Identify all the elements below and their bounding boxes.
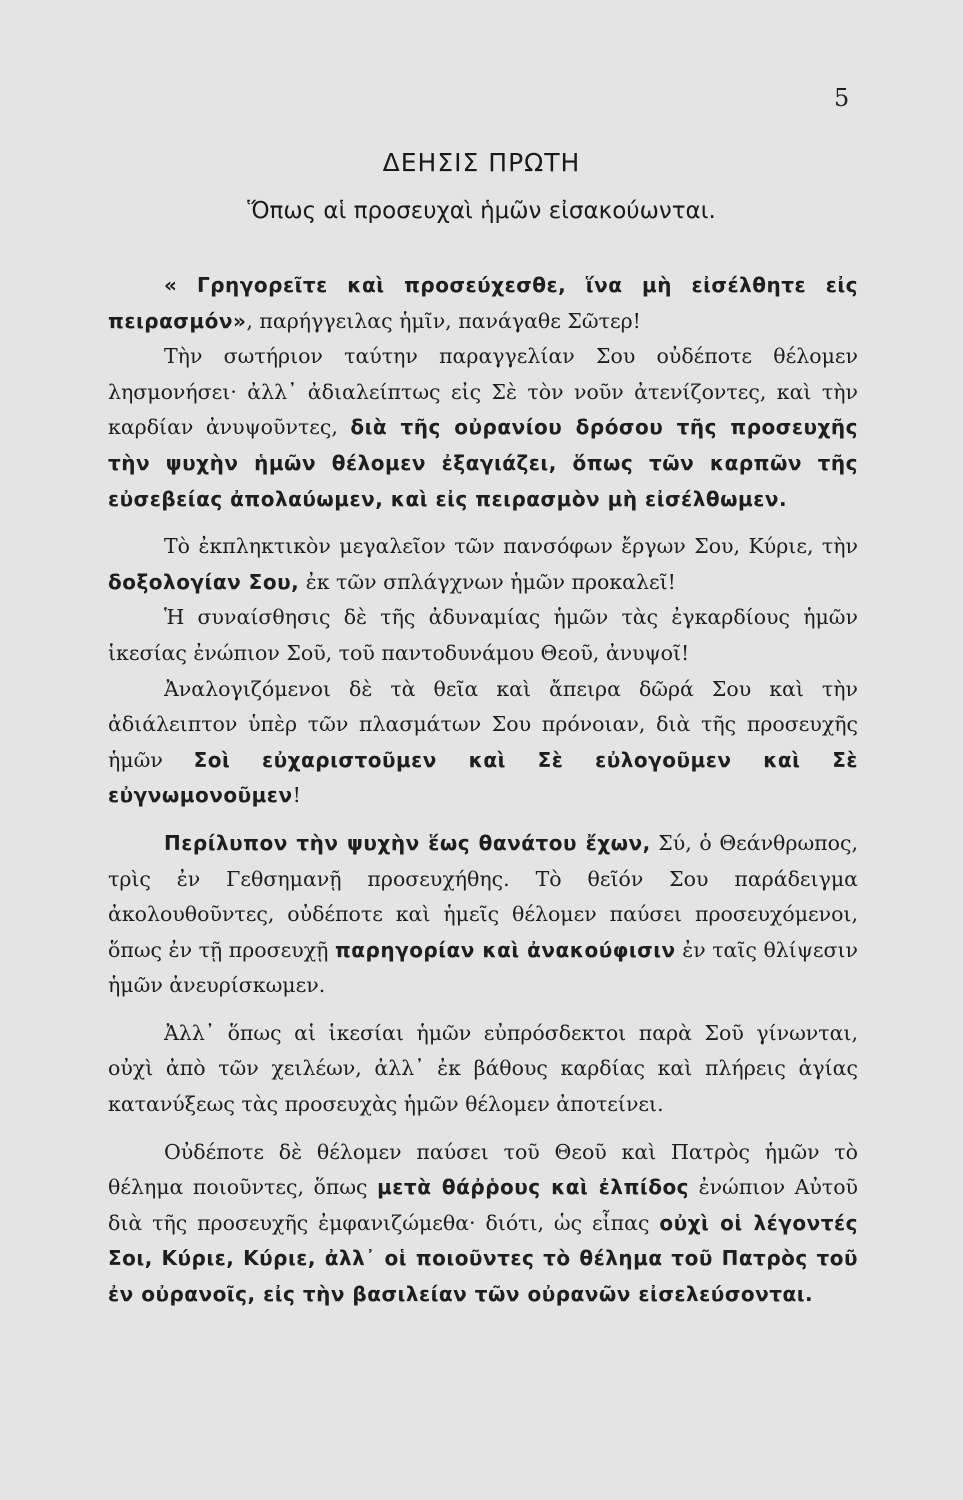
paragraph-3 [108, 529, 858, 600]
prayer-subtitle: Ὅπως αἱ προσευχαὶ ἡμῶν εἰσακούωνται. [247, 198, 716, 224]
text-segment: μετὰ θάῤῥους καὶ ἐλπίδος [377, 1175, 690, 1200]
paragraph-6 [108, 826, 858, 1004]
text-segment: Σοὶ εὐχαριστοῦμεν καὶ Σὲ εὐλογοῦμεν καὶ Σὲ εὐγνωμονοῦμεν [108, 747, 858, 808]
text-segment: Σύ, ὁ Θεάνθρωπος, τρὶς ἐν Γεθσημανῇ προσευχήθης. Τὸ θεῖόν Σου παράδειγμα ἀκολουθοῦντες, οὐδέποτε καὶ ἡμεῖς θέλομεν παύσει προσευχόμενοι, ὅπως ἐν τῇ προσευχῇ [108, 830, 858, 962]
text-segment: Περίλυπον τὴν ψυχὴν ἕως θανάτου ἔχων, [164, 830, 651, 855]
paragraph-1 [108, 268, 858, 339]
paragraph-5 [108, 672, 858, 814]
text-segment: ἐκ τῶν σπλάγχνων ἡμῶν προκαλεῖ! [299, 569, 676, 594]
text-segment: Τὴν σωτήριον ταύτην παραγγελίαν Σου οὐδέποτε θέλομεν λησμονήσει· ἀλλ᾽ ἀδιαλείπτως εἰς Σὲ τὸν νοῦν ἀτενίζοντες, καὶ τὴν καρδίαν ἀνυψοῦντες, [108, 344, 858, 440]
text-segment: οὐχὶ οἱ λέγοντές Σοι, Κύριε, Κύριε, ἀλλ᾽ οἱ ποιοῦντες τὸ θέλημα τοῦ Πατρὸς τοῦ ἐν οὐρανοῖς, εἰς τὴν βασιλείαν τῶν οὐρανῶν εἰσελεύσονται. [108, 1210, 858, 1307]
paragraph-2 [108, 339, 858, 517]
text-segment: Ἀναλογιζόμενοι δὲ τὰ θεῖα καὶ ἄπειρα δῶρά Σου καὶ τὴν ἀδιάλειπτον ὑπὲρ τῶν πλασμάτων Σου πρόνοιαν, διὰ τῆς προσευχῆς ἡμῶν [108, 676, 858, 772]
text-segment: ! [292, 783, 301, 808]
paragraph-4 [108, 600, 858, 671]
text-segment: Ἀλλ᾽ ὅπως αἱ ἱκεσίαι ἡμῶν εὐπρόσδεκτοι παρὰ Σοῦ γίνωνται, οὐχὶ ἀπὸ τῶν χειλέων, ἀλλ᾽ ἐκ βάθους καρδίας καὶ πλήρεις ἁγίας κατανύξεως τὰς προσευχὰς ἡμῶν θέλομεν ἀποτείνει. [108, 1020, 858, 1117]
text-segment: δοξολογίαν Σου, [108, 569, 300, 594]
prayer-body [108, 268, 858, 1325]
text-segment: Οὐδέποτε δὲ θέλομεν παύσει τοῦ Θεοῦ καὶ Πατρὸς ἡμῶν τὸ θέλημα ποιοῦντες, ὅπως [108, 1139, 858, 1200]
text-segment: ἐν ταῖς θλίψεσιν ἡμῶν ἀνευρίσκωμεν. [108, 937, 859, 998]
text-segment: παρηγορίαν καὶ ἀνακούφισιν [334, 937, 676, 962]
prayer-title: ΔΕΗΣΙΣ ΠΡΩΤΗ [382, 148, 581, 177]
page-number: 5 [834, 84, 850, 112]
paragraph-8 [108, 1135, 858, 1313]
paragraph-7 [108, 1016, 858, 1123]
text-segment: διὰ τῆς οὐρανίου δρόσου τῆς προσευχῆς τὴν ψυχὴν ἡμῶν θέλομεν ἐξαγιάζει, ὅπως τῶν καρπῶν τῆς εὐσεβείας ἀπολαύωμεν, καὶ εἰς πειρασμὸν μὴ εἰσέλθωμεν. [108, 415, 858, 511]
text-segment: , παρήγγειλας ἡμῖν, πανάγαθε Σῶτερ! [246, 308, 641, 333]
text-segment: Ἡ συναίσθησις δὲ τῆς ἀδυναμίας ἡμῶν τὰς ἐγκαρδίους ἡμῶν ἱκεσίας ἐνώπιον Σοῦ, τοῦ παντοδυνάμου Θεοῦ, ἀνυψοῖ! [108, 605, 858, 665]
text-segment: Τὸ ἐκπληκτικὸν μεγαλεῖον τῶν πανσόφων ἔργων Σου, Κύριε, τὴν [164, 534, 858, 559]
text-segment: ἐνώπιον Αὐτοῦ διὰ τῆς προσευχῆς ἐμφανιζώμεθα· διότι, ὡς εἶπας [108, 1175, 859, 1235]
text-segment: « Γρηγορεῖτε καὶ προσεύχεσθε, ἵνα μὴ εἰσέλθητε εἰς πειρασμόν» [108, 273, 858, 333]
